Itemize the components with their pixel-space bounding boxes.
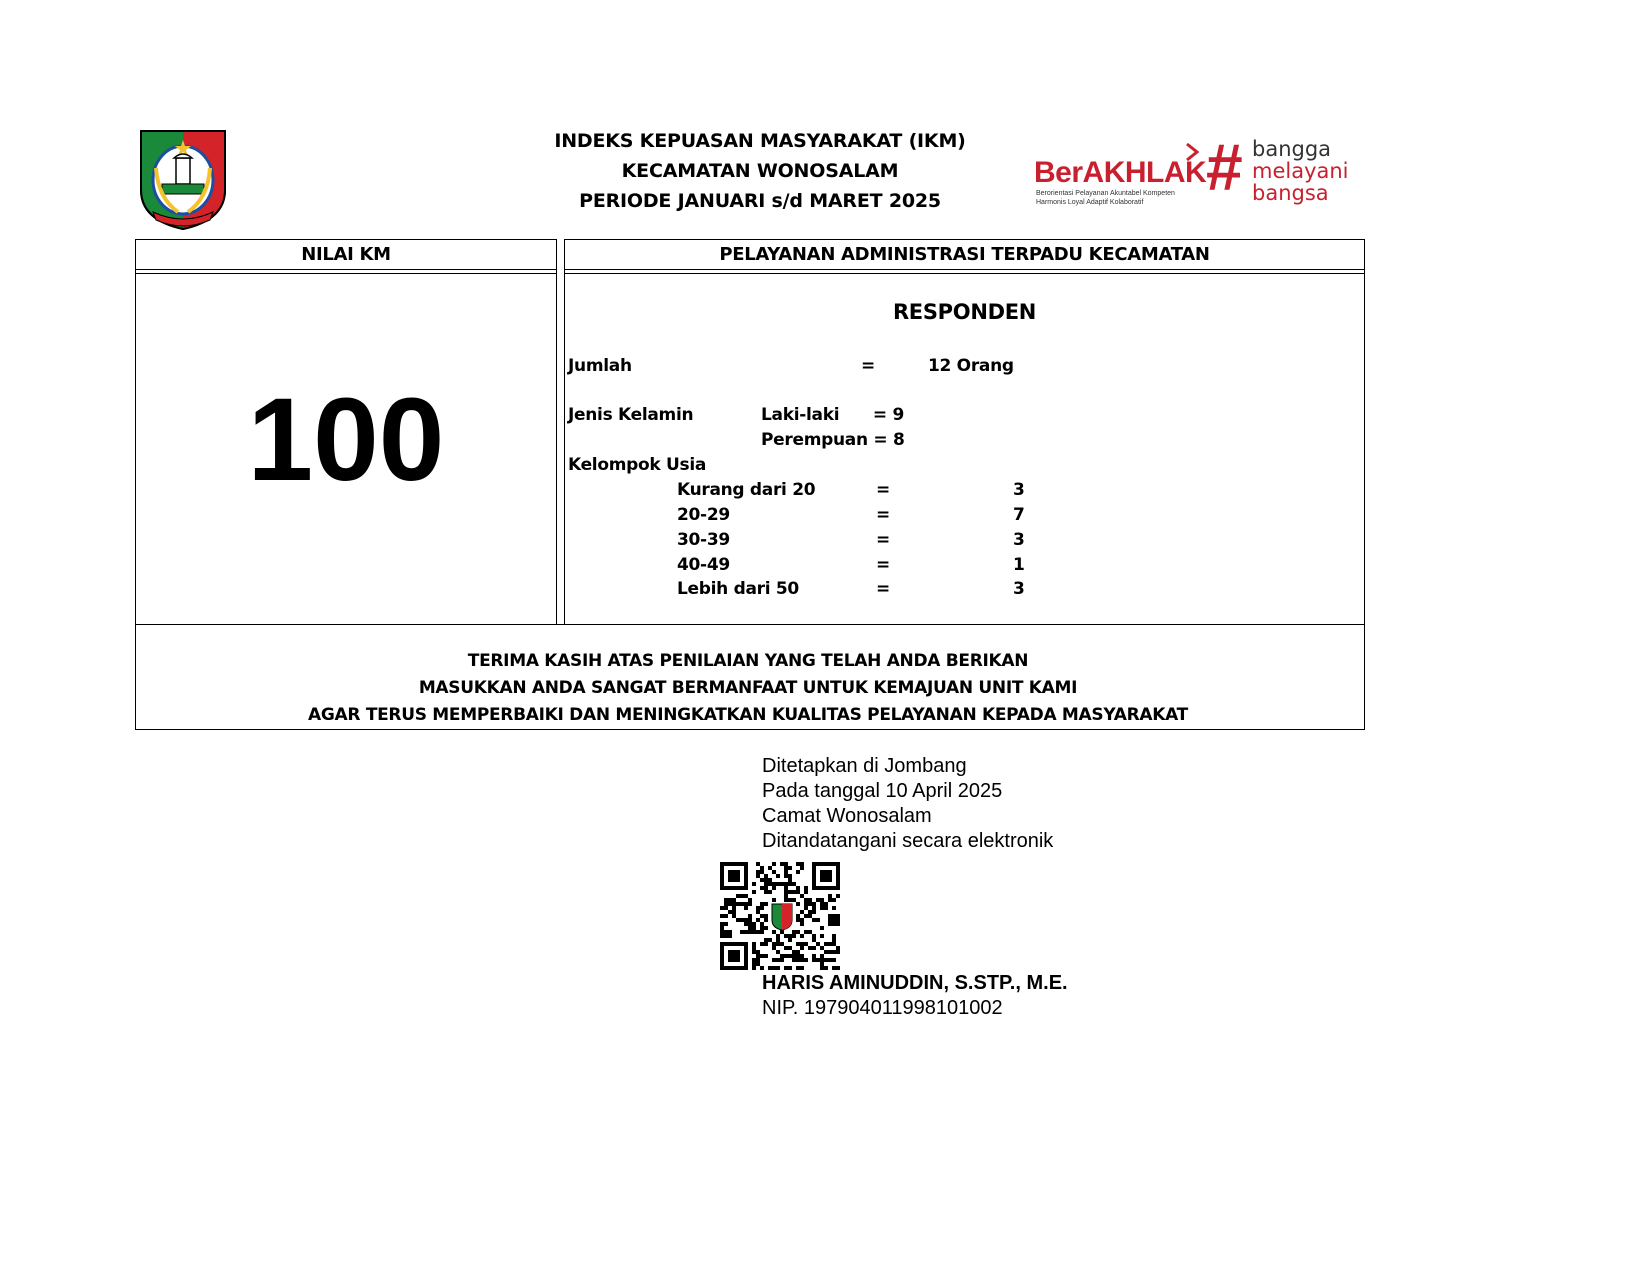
berakhlak-tagline-2: Harmonis Loyal Adaptif Kolaboratif bbox=[1036, 199, 1144, 206]
male-count: Laki-laki = 9 bbox=[761, 405, 905, 425]
thanks-line-3: AGAR TERUS MEMPERBAIKI DAN MENINGKATKAN KUALITAS PELAYANAN KEPADA MASYARAKAT bbox=[308, 705, 1188, 725]
signature-note: Ditandatangani secara elektronik bbox=[762, 830, 1054, 852]
age-group-label: Lebih dari 50 bbox=[677, 579, 799, 599]
header-line-3: PERIODE JANUARI s/d MARET 2025 bbox=[579, 190, 941, 212]
age-group-value: 1 bbox=[1013, 555, 1025, 575]
thanks-line-1: TERIMA KASIH ATAS PENILAIAN YANG TELAH ANDA BERIKAN bbox=[467, 651, 1029, 671]
signature-place: Ditetapkan di Jombang bbox=[762, 755, 967, 777]
age-group-value: 3 bbox=[1013, 530, 1025, 550]
qr-code bbox=[720, 862, 840, 970]
age-group-label: 30-39 bbox=[677, 530, 730, 550]
berakhlak-logo bbox=[1034, 130, 1364, 210]
chevron-right-icon bbox=[1184, 142, 1200, 162]
jumlah-eq: = bbox=[861, 356, 875, 376]
pelayanan-divider-1 bbox=[564, 269, 1365, 270]
kabupaten-jombang-crest bbox=[138, 128, 228, 232]
age-group-eq: = bbox=[876, 505, 890, 525]
signature-position: Camat Wonosalam bbox=[762, 805, 932, 827]
jumlah-value: 12 Orang bbox=[928, 356, 1014, 376]
signature-date: Pada tanggal 10 April 2025 bbox=[762, 780, 1003, 802]
age-group-eq: = bbox=[876, 579, 890, 599]
age-group-value: 3 bbox=[1013, 480, 1025, 500]
female-count: Perempuan = 8 bbox=[761, 430, 905, 450]
thanks-line-2: MASUKKAN ANDA SANGAT BERMANFAAT UNTUK KEMAJUAN UNIT KAMI bbox=[418, 678, 1078, 698]
signer-name: HARIS AMINUDDIN, S.STP., M.E. bbox=[762, 972, 1068, 994]
kelompok-usia-label: Kelompok Usia bbox=[568, 455, 707, 475]
responden-title: RESPONDEN bbox=[892, 300, 1037, 324]
berakhlak-tagline-1: Berorientasi Pelayanan Akuntabel Kompeten bbox=[1036, 190, 1175, 197]
pelayanan-title: PELAYANAN ADMINISTRASI TERPADU KECAMATAN bbox=[719, 244, 1210, 265]
age-group-value: 3 bbox=[1013, 579, 1025, 599]
nilai-divider-2 bbox=[135, 273, 557, 274]
jumlah-label: Jumlah bbox=[568, 356, 632, 376]
nilai-km-title: NILAI KM bbox=[301, 244, 391, 265]
age-group-eq: = bbox=[876, 480, 890, 500]
nilai-divider-1 bbox=[135, 269, 557, 270]
age-group-label: 20-29 bbox=[677, 505, 730, 525]
jenis-kelamin-label: Jenis Kelamin bbox=[568, 405, 694, 425]
signer-nip: NIP. 197904011998101002 bbox=[762, 997, 1003, 1019]
bangga-text: bangga bbox=[1252, 137, 1332, 161]
age-group-eq: = bbox=[876, 555, 890, 575]
age-group-eq: = bbox=[876, 530, 890, 550]
age-group-value: 7 bbox=[1013, 505, 1025, 525]
header-line-2: KECAMATAN WONOSALAM bbox=[621, 160, 899, 182]
melayani-text: melayani bbox=[1252, 159, 1349, 183]
age-group-label: Kurang dari 20 bbox=[677, 480, 816, 500]
header-line-1: INDEKS KEPUASAN MASYARAKAT (IKM) bbox=[554, 130, 966, 152]
nilai-km-value: 100 bbox=[247, 374, 445, 506]
berakhlak-wordmark: BerAKHLAK bbox=[1034, 156, 1207, 189]
age-group-label: 40-49 bbox=[677, 555, 730, 575]
hashtag-icon: # bbox=[1206, 130, 1243, 204]
pelayanan-divider-2 bbox=[564, 273, 1365, 274]
bangsa-text: bangsa bbox=[1252, 181, 1329, 205]
